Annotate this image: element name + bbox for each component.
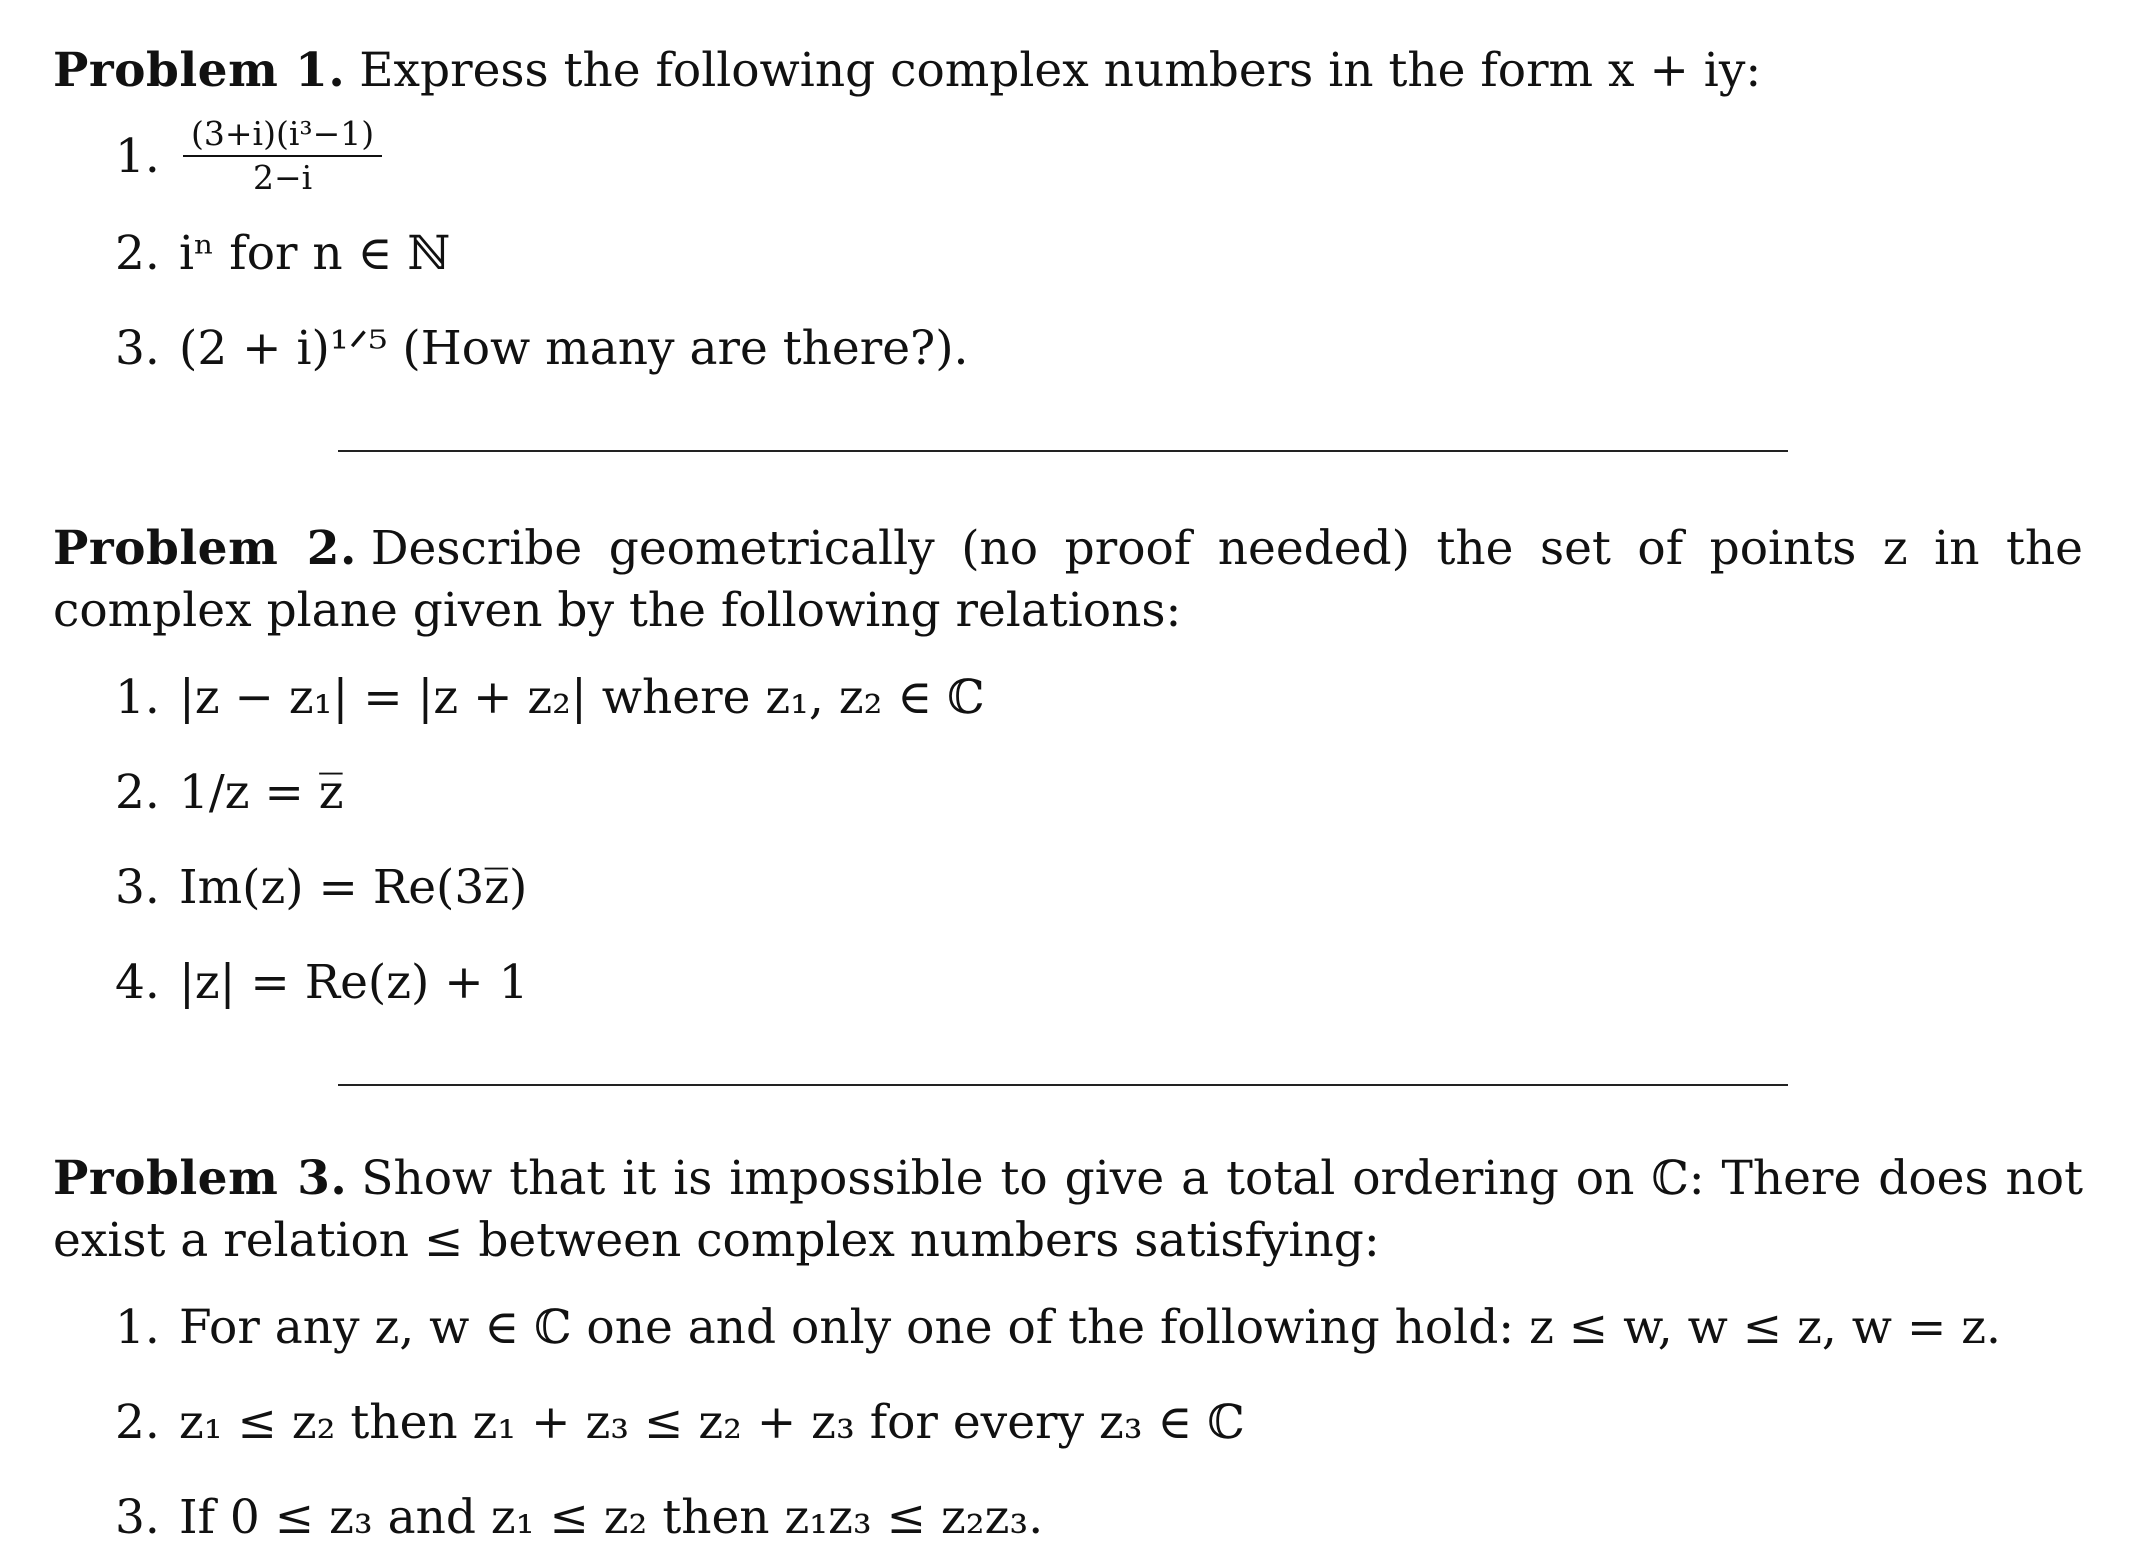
item-text: z₁ ≤ z₂ then z₁ + z₃ ≤ z₂ + z₃ for every z₃ ∈ ℂ	[179, 1395, 1245, 1450]
problem-1-statement	[53, 40, 2083, 102]
list-item	[53, 840, 2083, 935]
item-text: For any z, w ∈ ℂ one and only one of the following hold: z ≤ w, w ≤ z, w = z.	[179, 1300, 2001, 1355]
item-number: 3.	[115, 860, 160, 915]
problem-2-text: Describe geometrically (no proof needed) the set of points z in the complex plane given by the following relations:	[53, 521, 2084, 638]
problem-sheet	[53, 40, 2083, 1565]
problem-2-statement	[53, 518, 2083, 642]
problem-3-label: Problem 3.	[53, 1151, 348, 1206]
problem-1-label: Problem 1.	[53, 43, 346, 98]
item-number: 3.	[115, 1490, 160, 1545]
problem-1	[53, 40, 2083, 396]
list-item	[53, 206, 2083, 301]
item-text: If 0 ≤ z₃ and z₁ ≤ z₂ then z₁z₃ ≤ z₂z₃.	[179, 1490, 1044, 1545]
list-item	[53, 745, 2083, 840]
fraction-denominator: 2−i	[252, 158, 313, 197]
item-number: 1.	[115, 670, 160, 725]
list-item	[53, 301, 2083, 396]
list-item	[53, 650, 2083, 745]
list-item	[53, 935, 2083, 1030]
problem-2-label: Problem 2.	[53, 521, 357, 576]
problem-2	[53, 518, 2083, 1030]
item-number: 2.	[115, 765, 160, 820]
item-text: Im(z) = Re(3z̅)	[179, 860, 528, 915]
item-number: 2.	[115, 226, 160, 281]
item-text: (2 + i)¹ᐟ⁵ (How many are there?).	[179, 321, 969, 376]
list-item	[53, 1470, 2083, 1565]
list-item	[53, 1375, 2083, 1470]
problem-1-items	[53, 106, 2083, 396]
item-number: 1.	[115, 1300, 160, 1355]
problem-3-items	[53, 1280, 2083, 1565]
section-divider	[338, 450, 1788, 452]
item-number: 4.	[115, 955, 160, 1010]
problem-3-statement	[53, 1148, 2083, 1272]
item-number: 3.	[115, 321, 160, 376]
item-text: |z − z₁| = |z + z₂| where z₁, z₂ ∈ ℂ	[179, 670, 985, 725]
item-text: 1/z = z̅	[179, 765, 344, 820]
section-divider	[338, 1084, 1788, 1086]
problem-1-text: Express the following complex numbers in the form x + iy:	[359, 43, 1762, 98]
item-number: 2.	[115, 1395, 160, 1450]
list-item	[53, 106, 2083, 206]
fraction	[183, 115, 382, 197]
item-text: |z| = Re(z) + 1	[179, 955, 529, 1010]
item-text: iⁿ for n ∈ ℕ	[179, 226, 451, 281]
list-item	[53, 1280, 2083, 1375]
fraction-numerator: (3+i)(i³−1)	[183, 115, 382, 157]
item-number: 1.	[115, 128, 160, 184]
problem-3-text: Show that it is impossible to give a total ordering on ℂ: There does not exist a relation ≤ between complex numbers satisfying:	[53, 1151, 2083, 1268]
problem-3	[53, 1148, 2083, 1565]
problem-2-items	[53, 650, 2083, 1030]
